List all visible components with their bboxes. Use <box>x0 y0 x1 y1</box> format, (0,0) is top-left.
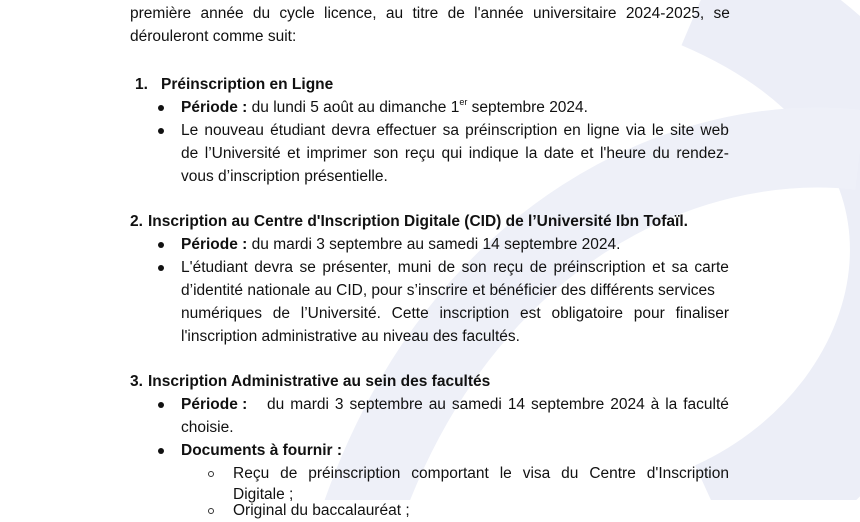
section-2-title: Inscription au Centre d'Inscription Digitale (CID) de l’Université Ibn Tofaïl. <box>148 213 688 230</box>
periode-label: Période : <box>181 99 248 116</box>
section-3-title: Inscription Administrative au sein des facultés <box>148 373 491 390</box>
section-3-heading <box>0 371 860 393</box>
section-1-bullet-2-line-2 <box>0 143 860 165</box>
periode-text-3a: du mardi 3 septembre au samedi 14 septembre 2024 à la faculté <box>267 396 729 413</box>
section-2-bullet-2-line-1 <box>0 257 860 279</box>
sub-2-text: Original du baccalauréat ; <box>233 502 410 519</box>
section-3-number: 3. <box>130 373 143 390</box>
bullet-icon <box>158 402 164 408</box>
bullet-icon <box>158 448 164 454</box>
section-2-periode <box>0 234 860 256</box>
circle-bullet-icon <box>208 471 214 477</box>
periode-sup: er <box>459 97 468 107</box>
section-2-text-4: l'inscription administrative au niveau des facultés. <box>181 328 520 345</box>
section-2-text-2: d’identité nationale au CID, pour s’inscrire et bénéficier des différents services <box>181 282 715 299</box>
sub-1-text-2: Digitale ; <box>233 486 294 503</box>
periode-text-3b: choisie. <box>181 419 234 436</box>
bullet-icon <box>158 128 164 134</box>
section-3-periode-line-2 <box>0 417 860 439</box>
section-1-text-1: Le nouveau étudiant devra effectuer sa préinscription en ligne via le site web <box>181 122 729 139</box>
intro-line-2 <box>0 26 860 48</box>
section-2-text-3: numériques de l’Université. Cette inscription est obligatoire pour finaliser <box>181 305 729 322</box>
section-2-number: 2. <box>130 213 143 230</box>
docs-label: Documents à fournir : <box>181 442 343 459</box>
section-3-periode-line-1 <box>0 394 860 416</box>
section-1-text-2: de l’Université et imprimer son reçu qui indique la date et l'heure du rendez- <box>181 145 729 162</box>
periode-label: Période : <box>181 396 248 413</box>
periode-text-2: du mardi 3 septembre au samedi 14 septembre 2024. <box>251 236 621 253</box>
section-1-bullet-2-line-1 <box>0 120 860 142</box>
bullet-icon <box>158 105 164 111</box>
section-1-text-3: vous d’inscription présentielle. <box>181 168 388 185</box>
section-2-text-1: L'étudiant devra se présenter, muni de son reçu de préinscription et sa carte <box>181 259 729 276</box>
periode-label: Période : <box>181 236 248 253</box>
bullet-icon <box>158 242 164 248</box>
section-1-periode <box>0 97 860 119</box>
sub-1-text-1: Reçu de préinscription comportant le visa du Centre d'Inscription <box>233 465 729 482</box>
section-1-heading <box>0 74 860 96</box>
section-3-sub-1-line-1 <box>0 463 860 485</box>
section-1-title: Préinscription en Ligne <box>161 76 334 93</box>
intro-line-1 <box>0 3 860 25</box>
intro-text-1: première année du cycle licence, au titre de l'année universitaire 2024-2025, se <box>130 5 730 22</box>
periode-text-1a: du lundi 5 août au dimanche 1 <box>251 99 460 116</box>
section-3-docs-heading <box>0 440 860 462</box>
section-3-sub-2 <box>0 500 860 522</box>
section-1-number: 1. <box>135 76 148 93</box>
section-2-bullet-2-line-2 <box>0 280 860 302</box>
intro-text-2: dérouleront comme suit: <box>130 28 297 45</box>
section-1-bullet-2-line-3 <box>0 166 860 188</box>
circle-bullet-icon <box>208 508 214 514</box>
section-2-heading <box>0 211 860 233</box>
section-2-bullet-2-line-3 <box>0 303 860 325</box>
periode-text-1b: septembre 2024. <box>467 99 588 116</box>
bullet-icon <box>158 265 164 271</box>
section-2-bullet-2-line-4 <box>0 326 860 348</box>
